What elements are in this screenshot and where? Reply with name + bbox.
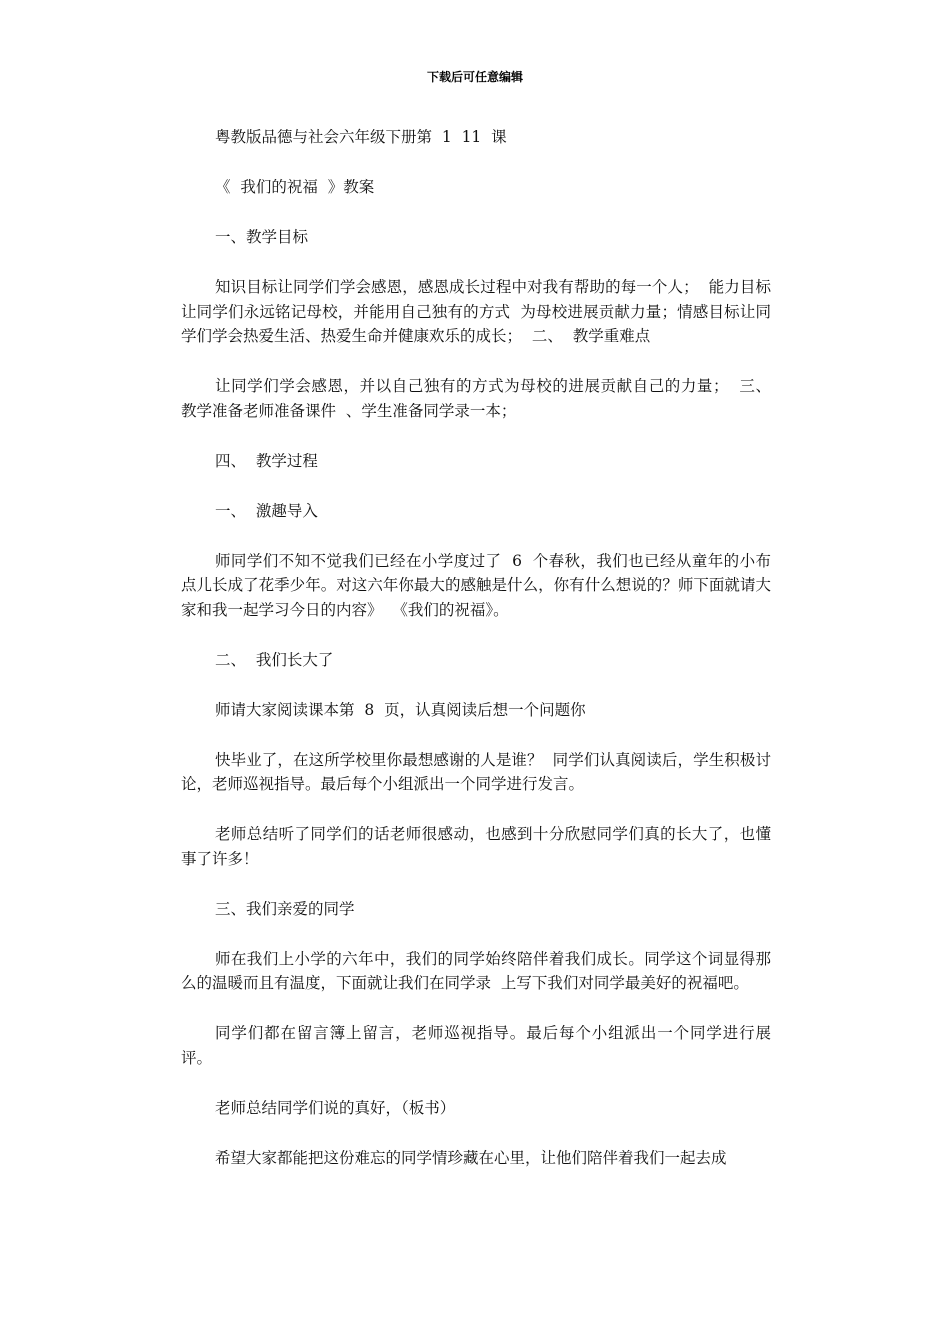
paragraph-discussion: 快毕业了，在这所学校里你最想感谢的人是谁？ 同学们认真阅读后，学生积极讨论，老师巡视指导。最后每个小组派出一个同学进行发言。 (181, 750, 771, 793)
subsection-heading-grown-up: 二、 我们长大了 (215, 650, 334, 669)
document-body (181, 125, 781, 1196)
paragraph-reading-task: 师请大家阅读课本第 8 页，认真阅读后想一个问题你 (215, 700, 586, 719)
lesson-title: 《 我们的祝福 》教案 (215, 178, 375, 196)
section-heading-process: 四、 教学过程 (215, 451, 318, 470)
paragraph-classmates: 师在我们上小学的六年中，我们的同学始终陪伴着我们成长。同学这个词显得那么的温暖而且有温度，下面就让我们在同学录 上写下我们对同学最美好的祝福吧。 (181, 949, 771, 992)
paragraph-summary-board: 老师总结同学们说的真好，（板书） (215, 1098, 456, 1117)
subsection-heading-intro: 一、 激趣导入 (215, 501, 318, 520)
paragraph-teacher-summary: 老师总结听了同学们的话老师很感动，也感到十分欣慰同学们真的长大了，也懂事了许多！ (181, 825, 771, 868)
paragraph-intro: 师同学们不知不觉我们已经在小学度过了 6 个春秋，我们也已经从童年的小布点儿长成了花季少年。对这六年你最大的感触是什么，你有什么想说的？师下面就请大家和我一起学习今日的内容》 《我们的祝福》。 (181, 551, 771, 619)
paragraph-objectives: 知识目标让同学们学会感恩，感恩成长过程中对我有帮助的每一个人； 能力目标让同学们永远铭记母校，并能用自己独有的方式 为母校进展贡献力量；情感目标让同学们学会热爱生活、热爱生命并健康欢乐的成长； 二、 教学重难点 (181, 278, 771, 345)
paragraph-key-points: 让同学们学会感恩，并以自己独有的方式为母校的进展贡献自己的力量； 三、 教学准备老师准备课件 、学生准备同学录一本； (181, 377, 781, 420)
page-header: 下载后可任意编辑 (426, 70, 523, 84)
paragraph-guestbook: 同学们都在留言簿上留言，老师巡视指导。最后每个小组派出一个同学进行展评。 (181, 1024, 771, 1067)
paragraph-hope: 希望大家都能把这份难忘的同学情珍藏在心里，让他们陪伴着我们一起去成 (215, 1148, 727, 1167)
section-heading-objectives: 一、教学目标 (215, 228, 309, 246)
course-title-line: 粤教版品德与社会六年级下册第 1 11 课 (215, 128, 507, 146)
subsection-heading-classmates: 三、我们亲爱的同学 (215, 899, 355, 918)
